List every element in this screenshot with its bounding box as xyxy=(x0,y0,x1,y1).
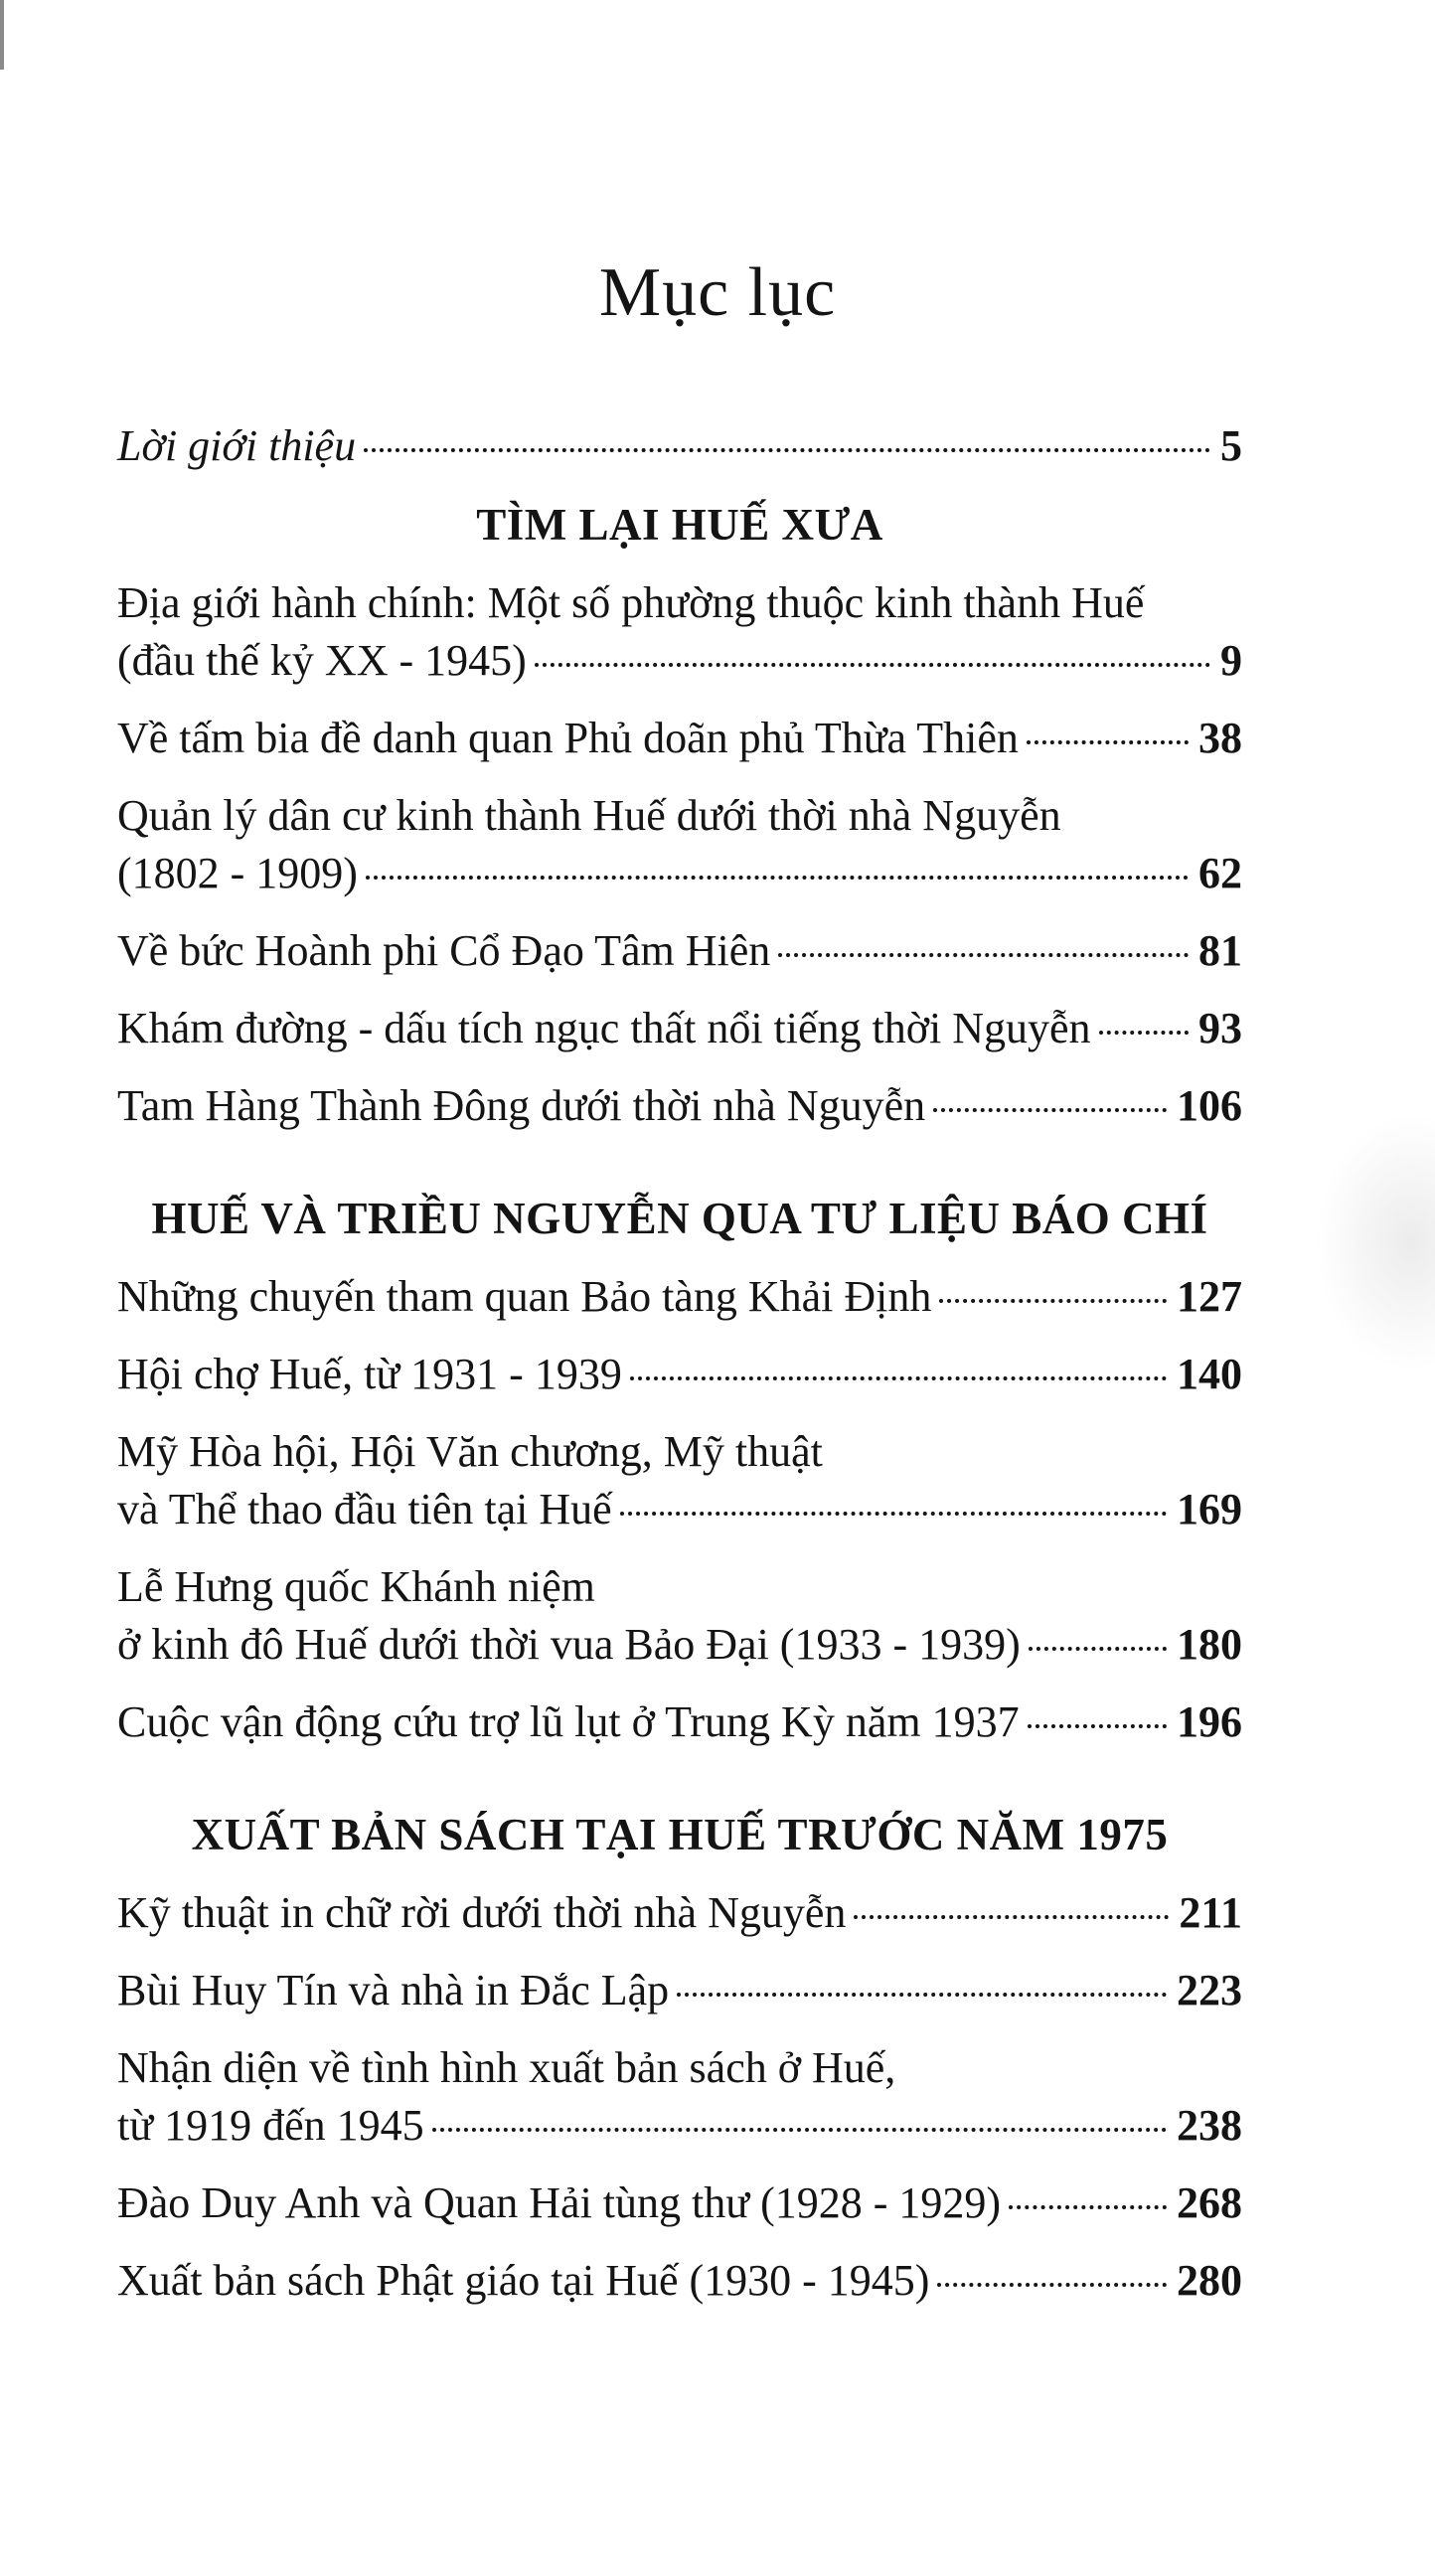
dot-leader xyxy=(677,1993,1167,1997)
toc-entry-page: 180 xyxy=(1177,1620,1242,1669)
dot-leader xyxy=(933,1108,1167,1112)
toc-entry xyxy=(117,1884,1242,1942)
toc-entry-title: và Thể thao đầu tiên tại Huế xyxy=(117,1485,612,1533)
toc-entry xyxy=(117,787,1242,902)
toc-entry xyxy=(117,1346,1242,1403)
dot-leader xyxy=(1028,1724,1167,1728)
toc-entry-title: Kỹ thuật in chữ rời dưới thời nhà Nguyễn xyxy=(117,1888,847,1937)
toc-entry-title: Đào Duy Anh và Quan Hải tùng thư (1928 - 1929) xyxy=(117,2178,1002,2227)
toc-entry-page: 93 xyxy=(1198,1004,1242,1052)
dot-leader xyxy=(432,2128,1167,2132)
toc-entry-page: 223 xyxy=(1177,1966,1242,2014)
toc-entry-page: 280 xyxy=(1177,2256,1242,2305)
toc-entry-title-line1: Lễ Hưng quốc Khánh niệm xyxy=(117,1562,595,1611)
toc-entry-page: 5 xyxy=(1220,421,1242,470)
toc-entry-page: 38 xyxy=(1198,714,1242,762)
toc-entry-page: 9 xyxy=(1220,636,1242,685)
dot-leader xyxy=(1099,1031,1189,1035)
toc-entry xyxy=(117,1423,1242,1538)
toc-entry-page: 106 xyxy=(1177,1081,1242,1130)
toc-entry xyxy=(117,2252,1242,2310)
dot-leader xyxy=(620,1512,1167,1516)
dot-leader xyxy=(1027,740,1189,744)
toc-entry xyxy=(117,2039,1242,2155)
toc-entry-title: Lời giới thiệu xyxy=(117,421,357,470)
dot-leader xyxy=(778,953,1189,957)
toc-entry-intro xyxy=(117,417,1242,475)
toc-entry-title: Về tấm bia đề danh quan Phủ doãn phủ Thừa Thiên xyxy=(117,714,1019,762)
section-heading-1: TÌM LẠI HUẾ XƯA xyxy=(476,500,883,550)
toc-entry-page: 211 xyxy=(1179,1888,1242,1937)
dot-leader xyxy=(854,1915,1169,1919)
dot-leader xyxy=(1029,1647,1167,1651)
toc-entry-title: Những chuyến tham quan Bảo tàng Khải Định xyxy=(117,1272,932,1321)
toc-entry-title: Bùi Huy Tín và nhà in Đắc Lập xyxy=(117,1966,670,2014)
page-edge-mark xyxy=(0,0,4,70)
toc-entry-title: Cuộc vận động cứu trợ lũ lụt ở Trung Kỳ năm 1937 xyxy=(117,1697,1020,1746)
dot-leader xyxy=(364,448,1210,452)
toc-entry-title: Hội chợ Huế, từ 1931 - 1939 xyxy=(117,1350,622,1398)
toc-entry-page: 81 xyxy=(1198,926,1242,975)
toc-entry xyxy=(117,710,1242,767)
toc-entry-title-line1: Mỹ Hòa hội, Hội Văn chương, Mỹ thuật xyxy=(117,1427,823,1476)
page-title: Mục lục xyxy=(598,254,837,331)
toc-entry-title: (1802 - 1909) xyxy=(117,849,358,897)
toc-entry xyxy=(117,1693,1242,1751)
toc-entry-title-line1: Nhận diện về tình hình xuất bản sách ở Huế, xyxy=(117,2043,896,2092)
dot-leader xyxy=(1009,2205,1167,2209)
toc-entry-title: (đầu thế kỷ XX - 1945) xyxy=(117,636,527,685)
dot-leader xyxy=(366,876,1189,880)
toc-entry xyxy=(117,2174,1242,2232)
toc-entry-title-line1: Quản lý dân cư kinh thành Huế dưới thời nhà Nguyễn xyxy=(117,791,1061,840)
toc-entry xyxy=(117,1558,1242,1674)
toc-entry-title-line1: Địa giới hành chính: Một số phường thuộc kinh thành Huế xyxy=(117,578,1145,627)
toc-entry-page: 238 xyxy=(1177,2101,1242,2150)
toc-entry-title: ở kinh đô Huế dưới thời vua Bảo Đại (1933 - 1939) xyxy=(117,1620,1021,1669)
toc-entry-page: 268 xyxy=(1177,2178,1242,2227)
toc-entry-page: 127 xyxy=(1177,1272,1242,1321)
toc-entry-page: 196 xyxy=(1177,1697,1242,1746)
toc-entry xyxy=(117,1268,1242,1326)
table-of-contents xyxy=(117,417,1242,2310)
toc-entry-page: 140 xyxy=(1177,1350,1242,1398)
toc-entry xyxy=(117,574,1242,690)
dot-leader xyxy=(630,1376,1167,1380)
toc-entry-title: Xuất bản sách Phật giáo tại Huế (1930 - 1945) xyxy=(117,2256,930,2305)
toc-entry xyxy=(117,1077,1242,1135)
section-heading-2: HUẾ VÀ TRIỀU NGUYỄN QUA TƯ LIỆU BÁO CHÍ xyxy=(151,1194,1208,1243)
dot-leader xyxy=(535,663,1210,667)
toc-entry-page: 169 xyxy=(1177,1485,1242,1533)
page-smudge xyxy=(1316,1113,1435,1371)
toc-entry-page: 62 xyxy=(1198,849,1242,897)
dot-leader xyxy=(939,1299,1167,1303)
section-heading-3: XUẤT BẢN SÁCH TẠI HUẾ TRƯỚC NĂM 1975 xyxy=(191,1810,1169,1859)
toc-entry-title: Khám đường - dấu tích ngục thất nổi tiếng thời Nguyễn xyxy=(117,1004,1091,1052)
toc-entry-title: Tam Hàng Thành Đông dưới thời nhà Nguyễn xyxy=(117,1081,926,1130)
toc-entry-title: Về bức Hoành phi Cổ Đạo Tâm Hiên xyxy=(117,926,771,975)
toc-entry xyxy=(117,1000,1242,1057)
toc-entry xyxy=(117,1962,1242,2019)
toc-entry xyxy=(117,922,1242,980)
toc-entry-title: từ 1919 đến 1945 xyxy=(117,2101,424,2150)
dot-leader xyxy=(937,2283,1167,2287)
